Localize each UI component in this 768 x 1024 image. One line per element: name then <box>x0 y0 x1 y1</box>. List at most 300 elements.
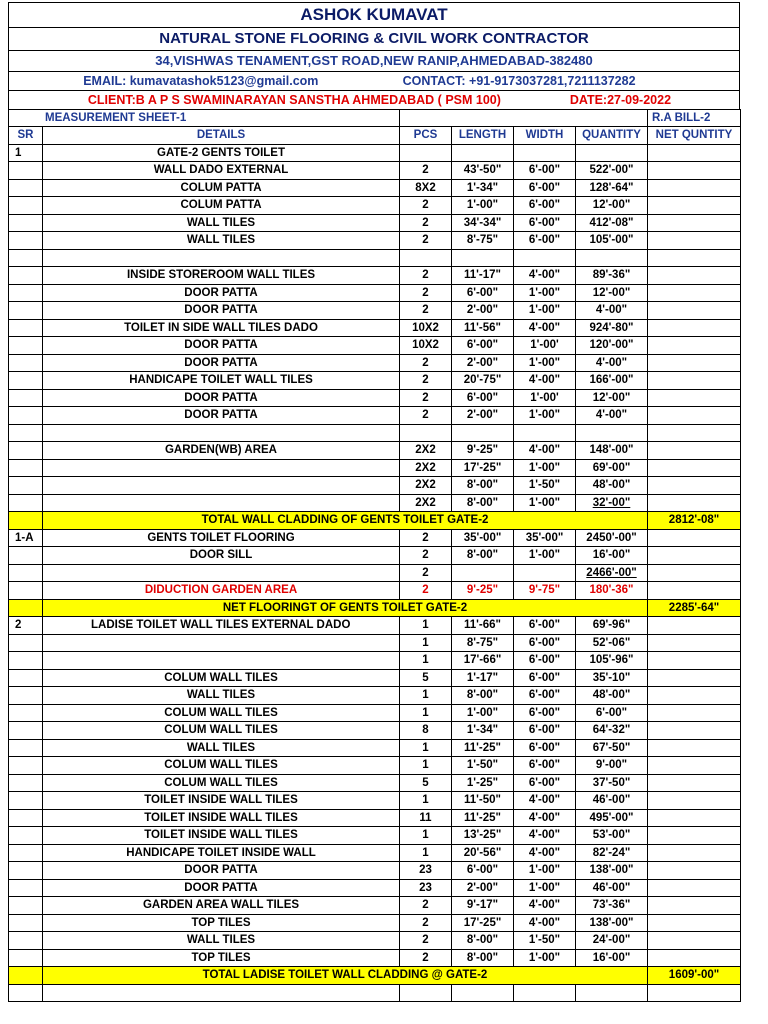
table-row <box>9 722 741 740</box>
cell-sr <box>9 389 43 407</box>
table-row <box>9 232 741 250</box>
cell-net <box>648 547 741 565</box>
cell-width: 4'-00" <box>514 827 576 845</box>
contractor-trade: NATURAL STONE FLOORING & CIVIL WORK CONTRACTOR <box>8 27 740 50</box>
cell-sr: 1-A <box>9 529 43 547</box>
cell-length: 17'-25" <box>452 914 514 932</box>
cell-sr <box>9 512 43 530</box>
cell-net <box>648 792 741 810</box>
table-row <box>9 669 741 687</box>
cell-quantity: 69'-96" <box>576 617 648 635</box>
cell-details: TOILET INSIDE WALL TILES <box>43 809 400 827</box>
client-text: CLIENT:B A P S SWAMINARAYAN SANSTHA AHMEDABAD ( PSM 100) <box>87 93 501 107</box>
cell-length: 6'-00" <box>452 284 514 302</box>
cell-quantity: 166'-00" <box>576 372 648 390</box>
table-row <box>9 844 741 862</box>
cell-sr <box>9 949 43 967</box>
cell-width: 1'-00" <box>514 354 576 372</box>
cell-sr <box>9 197 43 215</box>
cell-sr <box>9 739 43 757</box>
cell-length: 8'-00" <box>452 949 514 967</box>
table-row <box>9 862 741 880</box>
cell-pcs: 2 <box>400 389 452 407</box>
cell-quantity: 32'-00" <box>576 494 648 512</box>
cell-width: 6'-00" <box>514 617 576 635</box>
cell-details: DOOR PATTA <box>43 389 400 407</box>
cell-width: 1'-00' <box>514 337 576 355</box>
cell-sr <box>9 722 43 740</box>
cell-sr <box>9 214 43 232</box>
col-quantity: QUANTITY <box>576 127 648 145</box>
cell-length: 6'-00" <box>452 862 514 880</box>
cell-pcs: 1 <box>400 792 452 810</box>
cell-quantity: 12'-00" <box>576 389 648 407</box>
cell-net <box>648 652 741 670</box>
cell-sr <box>9 249 43 267</box>
cell-pcs: 1 <box>400 739 452 757</box>
cell-details: DIDUCTION GARDEN AREA <box>43 582 400 600</box>
cell-net <box>648 494 741 512</box>
cell-sr <box>9 704 43 722</box>
cell-width: 4'-00" <box>514 844 576 862</box>
cell-quantity: 138'-00" <box>576 862 648 880</box>
table-row <box>9 879 741 897</box>
cell-quantity: 2466'-00" <box>576 564 648 582</box>
cell-width: 9'-75" <box>514 582 576 600</box>
cell-pcs: 2 <box>400 564 452 582</box>
cell-net <box>648 302 741 320</box>
cell-net <box>648 669 741 687</box>
cell-sr <box>9 179 43 197</box>
cell-net <box>648 862 741 880</box>
cell-pcs: 2X2 <box>400 477 452 495</box>
cell-width: 6'-00" <box>514 197 576 215</box>
cell-net <box>648 407 741 425</box>
cell-net <box>648 617 741 635</box>
cell-width: 4'-00" <box>514 809 576 827</box>
cell-sr <box>9 547 43 565</box>
cell-quantity: 35'-10" <box>576 669 648 687</box>
cell-quantity: 924'-80" <box>576 319 648 337</box>
table-row <box>9 757 741 775</box>
cell-length: 6'-00" <box>452 337 514 355</box>
cell-pcs: 2 <box>400 284 452 302</box>
cell-pcs: 1 <box>400 652 452 670</box>
cell-length: 8'-00" <box>452 547 514 565</box>
cell-quantity: 120'-00" <box>576 337 648 355</box>
cell-details: COLUM WALL TILES <box>43 774 400 792</box>
cell-net <box>648 687 741 705</box>
cell-quantity: 73'-36" <box>576 897 648 915</box>
table-row <box>9 249 741 267</box>
cell-details: GENTS TOILET FLOORING <box>43 529 400 547</box>
cell-details: DOOR PATTA <box>43 862 400 880</box>
table-row <box>9 897 741 915</box>
cell-width: 6'-00" <box>514 757 576 775</box>
table-row <box>9 529 741 547</box>
cell-net <box>648 284 741 302</box>
table-row <box>9 739 741 757</box>
cell-details <box>43 424 400 442</box>
cell-pcs: 2 <box>400 547 452 565</box>
cell-net <box>648 774 741 792</box>
cell-pcs: 11 <box>400 809 452 827</box>
cell-pcs: 2 <box>400 407 452 425</box>
table-row <box>9 302 741 320</box>
cell-net <box>648 162 741 180</box>
cell-width: 1'-00" <box>514 459 576 477</box>
col-pcs: PCS <box>400 127 452 145</box>
cell-length: 8'-75" <box>452 232 514 250</box>
cell-quantity: 89'-36" <box>576 267 648 285</box>
cell-quantity: 180'-36" <box>576 582 648 600</box>
cell-width: 1'-00" <box>514 547 576 565</box>
cell-net <box>648 389 741 407</box>
cell-width <box>514 249 576 267</box>
cell-length: 11'-17" <box>452 267 514 285</box>
table-row <box>9 809 741 827</box>
cell-sr <box>9 494 43 512</box>
cell-length <box>452 144 514 162</box>
cell-pcs: 2 <box>400 529 452 547</box>
cell-width: 1'-00" <box>514 407 576 425</box>
cell-pcs: 2X2 <box>400 442 452 460</box>
cell-quantity: 48'-00" <box>576 687 648 705</box>
table-row <box>9 319 741 337</box>
cell-net <box>648 897 741 915</box>
cell-details: DOOR PATTA <box>43 879 400 897</box>
cell-length: 34'-34" <box>452 214 514 232</box>
cell-pcs: 2X2 <box>400 459 452 477</box>
cell-quantity: 37'-50" <box>576 774 648 792</box>
cell-width: 4'-00" <box>514 897 576 915</box>
cell-pcs: 23 <box>400 879 452 897</box>
table-row <box>9 564 741 582</box>
cell-width: 4'-00" <box>514 319 576 337</box>
cell-quantity <box>576 984 648 1002</box>
cell-details: TOILET INSIDE WALL TILES <box>43 792 400 810</box>
cell-length: 8'-00" <box>452 494 514 512</box>
cell-pcs: 2 <box>400 232 452 250</box>
cell-net <box>648 354 741 372</box>
cell-quantity: 16'-00" <box>576 949 648 967</box>
cell-pcs: 10X2 <box>400 337 452 355</box>
cell-sr <box>9 687 43 705</box>
cell-quantity: 105'-96" <box>576 652 648 670</box>
cell-details: COLUM WALL TILES <box>43 704 400 722</box>
cell-pcs <box>400 144 452 162</box>
cell-sr <box>9 879 43 897</box>
cell-net <box>648 722 741 740</box>
cell-pcs: 1 <box>400 617 452 635</box>
cell-width: 6'-00" <box>514 739 576 757</box>
cell-width: 6'-00" <box>514 179 576 197</box>
cell-details: DOOR PATTA <box>43 302 400 320</box>
cell-length: 9'-17" <box>452 897 514 915</box>
cell-width: 6'-00" <box>514 634 576 652</box>
cell-width: 4'-00" <box>514 914 576 932</box>
cell-details: DOOR PATTA <box>43 354 400 372</box>
cell-details: WALL TILES <box>43 232 400 250</box>
cell-pcs: 10X2 <box>400 319 452 337</box>
table-row <box>9 284 741 302</box>
contractor-address: 34,VISHWAS TENAMENT,GST ROAD,NEW RANIP,AHMEDABAD-382480 <box>8 50 740 71</box>
table-row <box>9 932 741 950</box>
cell-pcs: 2 <box>400 582 452 600</box>
bill-label: R.A BILL-2 <box>648 110 741 127</box>
cell-net <box>648 197 741 215</box>
cell-sr <box>9 424 43 442</box>
cell-width <box>514 424 576 442</box>
cell-details: INSIDE STOREROOM WALL TILES <box>43 267 400 285</box>
table-row <box>9 389 741 407</box>
cell-sr <box>9 984 43 1002</box>
cell-quantity <box>576 144 648 162</box>
cell-length: 13'-25" <box>452 827 514 845</box>
cell-net <box>648 844 741 862</box>
cell-sr <box>9 827 43 845</box>
cell-pcs: 2 <box>400 267 452 285</box>
cell-net: 2285'-64" <box>648 599 741 617</box>
table-row <box>9 792 741 810</box>
cell-quantity: 12'-00" <box>576 197 648 215</box>
cell-width <box>514 144 576 162</box>
cell-pcs <box>400 424 452 442</box>
total-row <box>9 967 741 985</box>
cell-pcs: 8X2 <box>400 179 452 197</box>
cell-details: TOTAL LADISE TOILET WALL CLADDING @ GATE-2 <box>43 967 648 985</box>
cell-sr <box>9 582 43 600</box>
cell-sr: 1 <box>9 144 43 162</box>
table-row <box>9 547 741 565</box>
cell-width: 6'-00" <box>514 722 576 740</box>
cell-details: WALL TILES <box>43 739 400 757</box>
table-row <box>9 162 741 180</box>
cell-quantity: 6'-00" <box>576 704 648 722</box>
cell-details: HANDICAPE TOILET INSIDE WALL <box>43 844 400 862</box>
contact-text: CONTACT: +91-9173037281,7211137282 <box>402 74 636 88</box>
cell-details <box>43 652 400 670</box>
cell-details: WALL TILES <box>43 214 400 232</box>
col-length: LENGTH <box>452 127 514 145</box>
cell-details: DOOR PATTA <box>43 407 400 425</box>
cell-net <box>648 179 741 197</box>
table-row <box>9 687 741 705</box>
cell-details: HANDICAPE TOILET WALL TILES <box>43 372 400 390</box>
cell-details <box>43 249 400 267</box>
cell-width: 4'-00" <box>514 267 576 285</box>
cell-details: COLUM PATTA <box>43 197 400 215</box>
cell-sr <box>9 232 43 250</box>
cell-quantity: 64'-32" <box>576 722 648 740</box>
cell-sr <box>9 337 43 355</box>
cell-details: TOILET IN SIDE WALL TILES DADO <box>43 319 400 337</box>
cell-sr <box>9 442 43 460</box>
cell-width: 1'-00" <box>514 284 576 302</box>
cell-net <box>648 949 741 967</box>
cell-pcs: 2 <box>400 197 452 215</box>
cell-quantity: 148'-00" <box>576 442 648 460</box>
cell-length: 1'-34" <box>452 179 514 197</box>
cell-sr <box>9 354 43 372</box>
table-row <box>9 424 741 442</box>
cell-net <box>648 564 741 582</box>
cell-net <box>648 459 741 477</box>
cell-length: 2'-00" <box>452 302 514 320</box>
table-row <box>9 827 741 845</box>
column-header-row <box>9 127 741 145</box>
cell-sr <box>9 599 43 617</box>
cell-details: NET FLOORINGT OF GENTS TOILET GATE-2 <box>43 599 648 617</box>
cell-pcs: 2 <box>400 897 452 915</box>
cell-details: GARDEN(WB) AREA <box>43 442 400 460</box>
cell-quantity: 128'-64" <box>576 179 648 197</box>
cell-sr <box>9 914 43 932</box>
table-row <box>9 442 741 460</box>
table-row <box>9 354 741 372</box>
table-row <box>9 179 741 197</box>
cell-net <box>648 932 741 950</box>
cell-sr <box>9 792 43 810</box>
cell-quantity: 69'-00" <box>576 459 648 477</box>
cell-net <box>648 267 741 285</box>
cell-details: DOOR PATTA <box>43 337 400 355</box>
cell-details <box>43 494 400 512</box>
cell-net <box>648 249 741 267</box>
cell-net <box>648 144 741 162</box>
cell-pcs: 2 <box>400 162 452 180</box>
cell-length: 8'-00" <box>452 932 514 950</box>
cell-quantity <box>576 249 648 267</box>
cell-details: DOOR PATTA <box>43 284 400 302</box>
cell-pcs: 8 <box>400 722 452 740</box>
cell-length: 20'-75" <box>452 372 514 390</box>
cell-width: 6'-00" <box>514 214 576 232</box>
cell-sr <box>9 897 43 915</box>
cell-net: 2812'-08" <box>648 512 741 530</box>
table-row <box>9 774 741 792</box>
cell-net <box>648 739 741 757</box>
contact-row <box>8 71 740 90</box>
cell-sr <box>9 757 43 775</box>
cell-quantity <box>576 424 648 442</box>
cell-width: 6'-00" <box>514 669 576 687</box>
cell-length: 1'-25" <box>452 774 514 792</box>
table-row <box>9 494 741 512</box>
cell-net <box>648 582 741 600</box>
cell-length: 20'-56" <box>452 844 514 862</box>
cell-net <box>648 337 741 355</box>
measurement-table <box>8 109 741 1002</box>
cell-pcs: 2 <box>400 949 452 967</box>
col-sr: SR <box>9 127 43 145</box>
cell-sr <box>9 634 43 652</box>
cell-width: 6'-00" <box>514 774 576 792</box>
table-row <box>9 914 741 932</box>
cell-net <box>648 477 741 495</box>
cell-sr <box>9 862 43 880</box>
cell-length: 6'-00" <box>452 389 514 407</box>
table-row <box>9 984 741 1002</box>
cell-details <box>43 634 400 652</box>
cell-length: 11'-25" <box>452 739 514 757</box>
cell-pcs: 2 <box>400 914 452 932</box>
cell-quantity: 412'-08" <box>576 214 648 232</box>
cell-length: 43'-50" <box>452 162 514 180</box>
cell-length: 1'-00" <box>452 197 514 215</box>
cell-length: 11'-66" <box>452 617 514 635</box>
table-row <box>9 372 741 390</box>
cell-quantity: 48'-00" <box>576 477 648 495</box>
cell-quantity: 46'-00" <box>576 792 648 810</box>
cell-details: COLUM WALL TILES <box>43 757 400 775</box>
cell-width: 35'-00" <box>514 529 576 547</box>
cell-length <box>452 564 514 582</box>
cell-details <box>43 477 400 495</box>
cell-net <box>648 757 741 775</box>
cell-details <box>43 459 400 477</box>
cell-quantity: 16'-00" <box>576 547 648 565</box>
cell-width: 1'-00" <box>514 862 576 880</box>
cell-net <box>648 319 741 337</box>
cell-sr <box>9 669 43 687</box>
cell-length: 11'-56" <box>452 319 514 337</box>
cell-length: 8'-75" <box>452 634 514 652</box>
cell-length: 1'-50" <box>452 757 514 775</box>
table-row <box>9 949 741 967</box>
col-net: NET QUNTITY <box>648 127 741 145</box>
cell-pcs: 1 <box>400 634 452 652</box>
table-row <box>9 197 741 215</box>
cell-details: TOP TILES <box>43 949 400 967</box>
cell-sr <box>9 302 43 320</box>
cell-width: 1'-50" <box>514 477 576 495</box>
cell-net <box>648 232 741 250</box>
cell-details: GARDEN AREA WALL TILES <box>43 897 400 915</box>
total-row <box>9 512 741 530</box>
cell-sr <box>9 477 43 495</box>
cell-width <box>514 984 576 1002</box>
cell-width: 6'-00" <box>514 232 576 250</box>
cell-width: 6'-00" <box>514 162 576 180</box>
cell-net <box>648 879 741 897</box>
cell-sr <box>9 932 43 950</box>
cell-length: 2'-00" <box>452 354 514 372</box>
cell-sr <box>9 564 43 582</box>
table-row <box>9 267 741 285</box>
cell-quantity: 53'-00" <box>576 827 648 845</box>
cell-pcs: 1 <box>400 844 452 862</box>
table-row <box>9 634 741 652</box>
date-text: DATE:27-09-2022 <box>569 93 672 107</box>
cell-details: GATE-2 GENTS TOILET <box>43 144 400 162</box>
sheet-title-row <box>9 110 741 127</box>
cell-length <box>452 984 514 1002</box>
table-row <box>9 617 741 635</box>
cell-details: WALL TILES <box>43 932 400 950</box>
cell-quantity: 4'-00" <box>576 354 648 372</box>
cell-net <box>648 372 741 390</box>
cell-details <box>43 564 400 582</box>
cell-width: 1'-50" <box>514 932 576 950</box>
table-row <box>9 407 741 425</box>
cell-length: 8'-00" <box>452 477 514 495</box>
cell-sr <box>9 407 43 425</box>
cell-length: 35'-00" <box>452 529 514 547</box>
cell-quantity: 24'-00" <box>576 932 648 950</box>
cell-sr <box>9 967 43 985</box>
cell-net <box>648 634 741 652</box>
